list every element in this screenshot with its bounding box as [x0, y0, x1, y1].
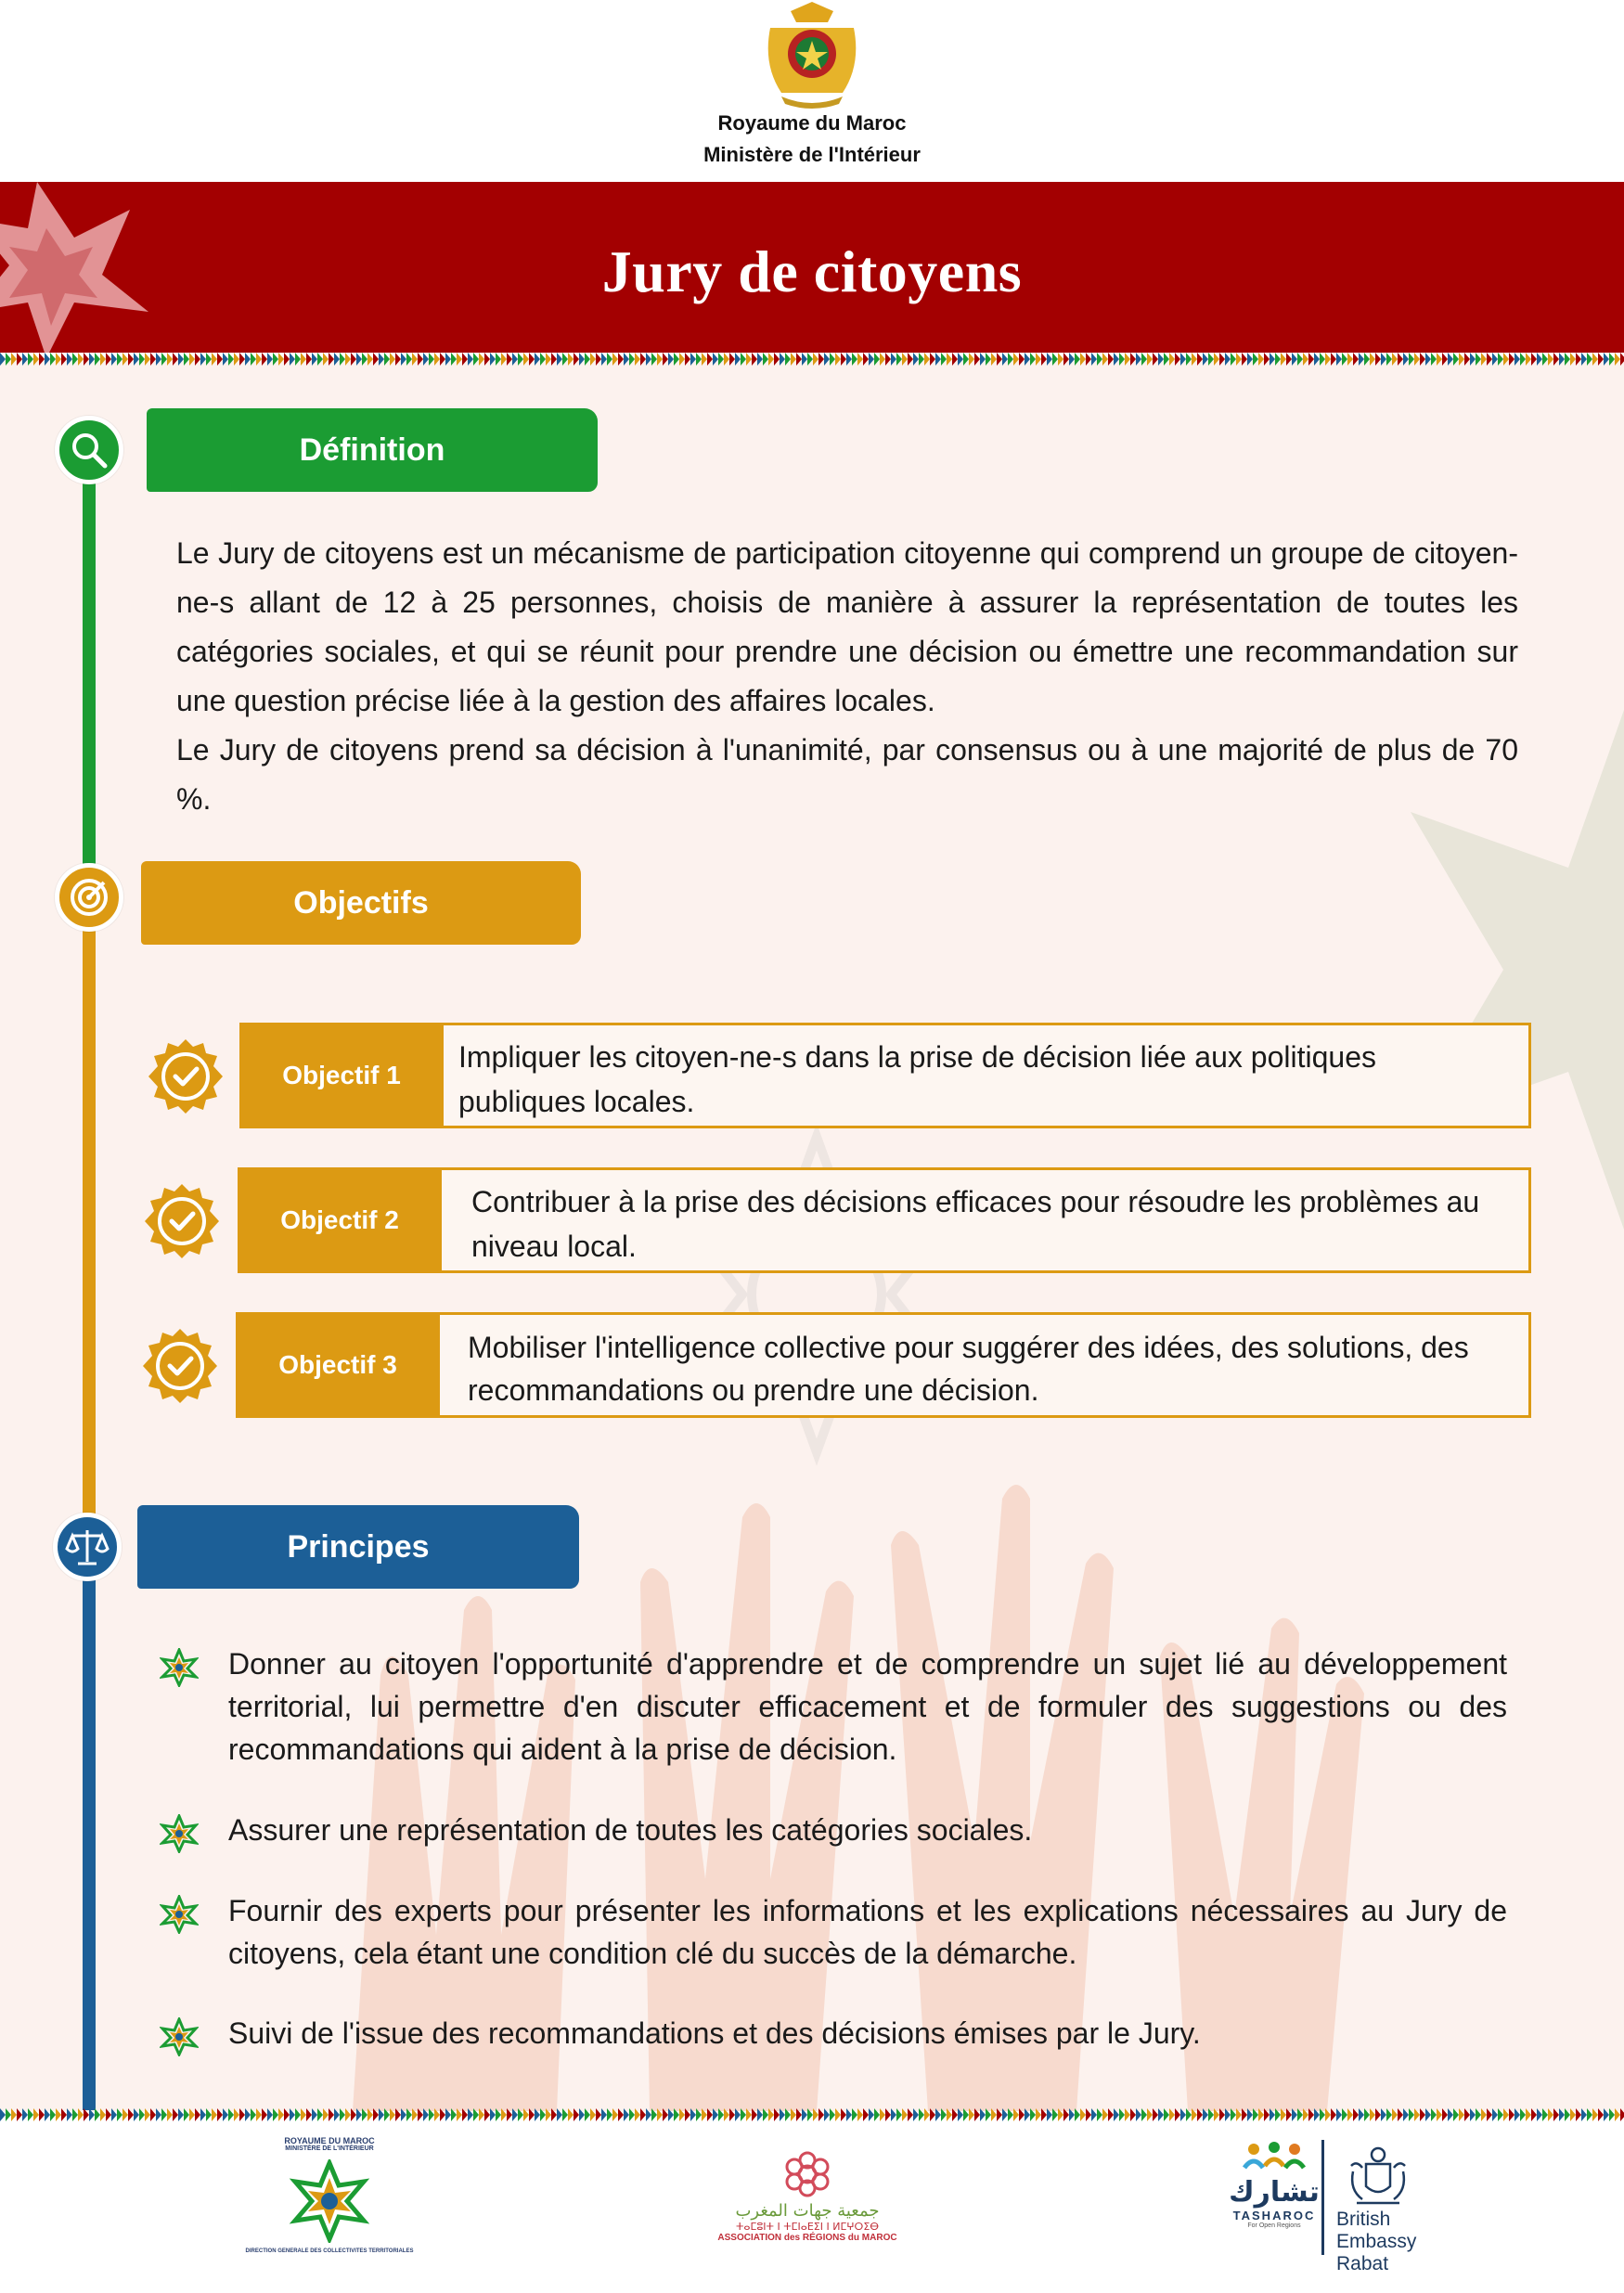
section-heading-principles: Principes	[137, 1505, 579, 1589]
principle-text-2: Assurer une représentation de toutes les catégories sociales.	[228, 1813, 1033, 1847]
checkmark-badge-icon	[141, 1327, 219, 1405]
search-icon	[55, 416, 123, 484]
definition-paragraph-1: Le Jury de citoyens est un mécanisme de participation citoyenne qui comprend un groupe de citoyen-ne-s allant de 12 à 25 personnes, choisis de manière à assurer la représentation de toutes les catégories sociales, et qui se réunit pour prendre une décision ou émettre une recommandation sur une question précise liée à la gestion des affaires locales.	[176, 536, 1518, 717]
dgct-kingdom-text: ROYAUME DU MAROC	[284, 2136, 375, 2145]
objective-text-1: Impliquer les citoyen-ne-s dans la prise de décision liée aux politiques publiques locales.	[444, 1023, 1531, 1128]
embassy-name-line2: Rabat	[1336, 2253, 1389, 2274]
british-embassy-logo	[1336, 2144, 1466, 2274]
objective-text-2: Contribuer à la prise des décisions efficaces pour résoudre les problèmes au niveau local.	[442, 1167, 1531, 1273]
principle-text-3: Fournir des experts pour présenter les informations et les explications nécessaires au Jury de citoyens, cela étant une condition clé du succès de la démarche.	[228, 1894, 1507, 1970]
tasharoc-logo	[1223, 2140, 1325, 2270]
kingdom-name: Royaume du Maroc	[717, 111, 907, 135]
arm-french-text: ASSOCIATION des RÉGIONS du MAROC	[717, 2233, 897, 2243]
star-bullet-icon	[160, 2017, 199, 2056]
arm-tifinagh-text: ⵜⴰⵎⵓⵏⵜ ⵏ ⵜⵎⵏⴰⴹⵉⵏ ⵏ ⵍⵎⵖⵔⵉⴱ	[735, 2221, 880, 2233]
timeline-gold-line	[83, 928, 96, 1514]
target-icon	[55, 863, 123, 932]
title-banner	[0, 182, 1624, 353]
timeline-blue-line	[83, 1578, 96, 2110]
embassy-name-line1: British Embassy	[1336, 2209, 1417, 2252]
dgct-logo	[234, 2136, 425, 2275]
royal-arms-icon	[1344, 2144, 1412, 2209]
checkmark-badge-icon	[147, 1037, 225, 1115]
timeline-green-line	[83, 473, 96, 870]
checkmark-badge-icon	[143, 1182, 221, 1260]
decorative-border-top	[0, 353, 1624, 366]
definition-paragraph-2: Le Jury de citoyens prend sa décision à l'unanimité, par consensus ou à une majorité de plus de 70 %.	[176, 733, 1518, 816]
dgct-ministry-text: MINISTÈRE DE L'INTÉRIEUR	[285, 2145, 374, 2152]
arm-arabic-text: جمعية جهات المغرب	[735, 2201, 880, 2221]
star-bullet-icon	[160, 1814, 199, 1853]
principle-text-1: Donner au citoyen l'opportunité d'apprendre et de comprendre un sujet lié au développement territorial, lui permettre d'en discuter efficacement et de formuler des suggestions ou des recommandations qui aident à la prise de décision.	[228, 1647, 1507, 1766]
tasharoc-arabic-text: تشارك	[1229, 2176, 1320, 2209]
star-bullet-icon	[160, 1648, 199, 1687]
arm-logo	[715, 2149, 900, 2270]
arm-flower-icon	[780, 2149, 835, 2199]
star-bullet-icon	[160, 1895, 199, 1934]
section-heading-definition: Définition	[147, 408, 598, 492]
ministry-name: Ministère de l'Intérieur	[703, 143, 921, 166]
tasharoc-people-icon	[1237, 2140, 1311, 2177]
principle-text-4: Suivi de l'issue des recommandations et des décisions émises par le Jury.	[228, 2016, 1201, 2050]
decorative-border-bottom	[0, 2108, 1624, 2121]
section-heading-objectives: Objectifs	[141, 861, 581, 945]
objective-label-1: Objectif 1	[239, 1023, 444, 1128]
dgct-star-icon	[288, 2159, 371, 2243]
dgct-direction-text: DIRECTION GENERALE DES COLLECTIVITES TERRITORIALES	[245, 2248, 414, 2254]
objective-label-3: Objectif 3	[236, 1312, 440, 1418]
objective-text-3: Mobiliser l'intelligence collective pour suggérer des idées, des solutions, des recommandations ou prendre une décision.	[440, 1312, 1531, 1418]
scales-of-justice-icon	[53, 1513, 122, 1581]
tasharoc-latin-text: TASHAROC	[1232, 2209, 1316, 2222]
royal-coat-of-arms-logo	[754, 0, 870, 111]
page-title: Jury de citoyens	[601, 238, 1023, 304]
definition-text	[176, 529, 1518, 824]
footer-divider	[1321, 2140, 1324, 2255]
objective-label-2: Objectif 2	[238, 1167, 442, 1273]
tasharoc-subtitle: For Open Regions	[1247, 2222, 1301, 2229]
